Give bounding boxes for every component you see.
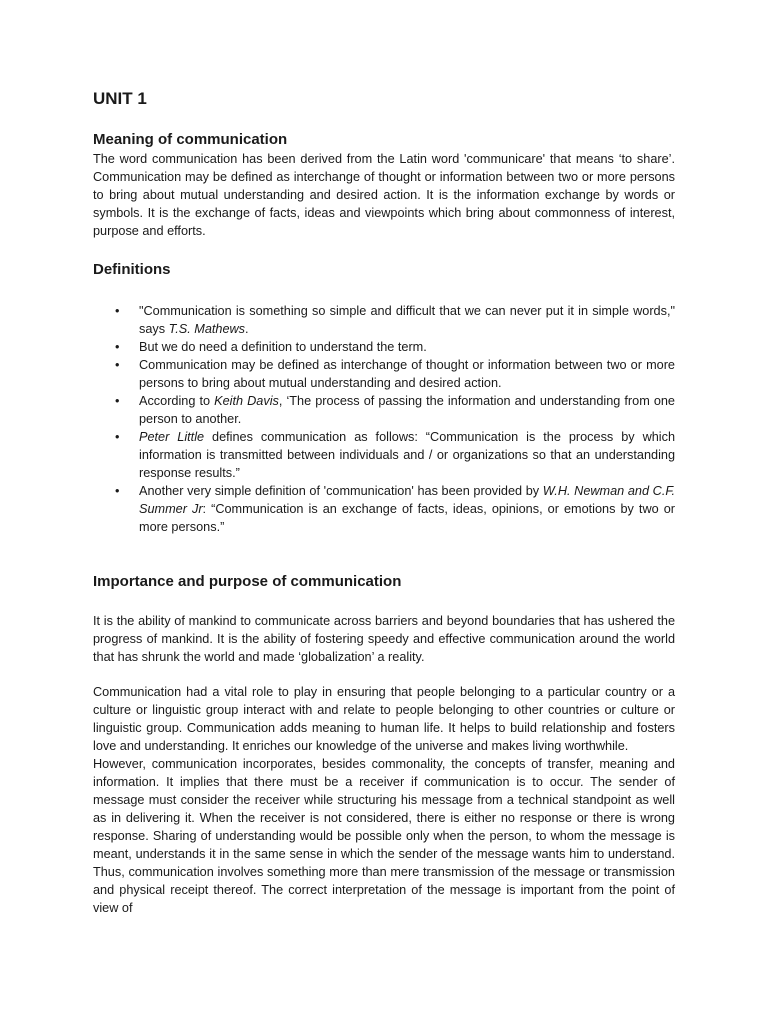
bullet-icon: • — [115, 304, 120, 318]
importance-paragraph-2: Communication had a vital role to play in ensuring that people belonging to a particular country or a culture or linguistic group interact with and relate to people belonging to other countries or culture or linguistic group. Communication adds meaning to human life. It helps to build relationship and fosters love and understanding. It enriches our knowledge of the universe and makes living worthwhile. — [93, 685, 675, 753]
bullet-icon: • — [115, 394, 120, 408]
list-item — [115, 482, 675, 536]
definition-text-end: defines communication as follows: “Communication is the process by which information is transmitted between individuals and / or organizations so that an understanding response results.” — [139, 430, 676, 480]
list-item — [115, 302, 675, 338]
definition-author: T.S. Mathews — [168, 322, 246, 336]
definition-text: Communication may be defined as interchange of thought or information between two or more persons to bring about mutual understanding and desired action. — [139, 358, 675, 390]
definition-text-end: , ‘The process of passing the information and understanding from one person to another. — [139, 394, 675, 426]
unit-title: UNIT 1 — [93, 89, 147, 108]
importance-paragraph-1: It is the ability of mankind to communicate across barriers and beyond boundaries that has ushered the progress of mankind. It is the ability of fostering speedy and effective communication around the world that has shrunk the world and made ‘globalization’ a reality. — [93, 614, 675, 664]
definition-author: W.H. Newman and C.F. Summer Jr — [139, 484, 675, 516]
definition-text-end: : “Communication is an exchange of facts, ideas, opinions, or emotions by two or more persons.” — [139, 502, 675, 534]
definition-text: "Communication is something so simple and difficult that we can never put it in simple words," says — [139, 304, 675, 336]
bullet-icon: • — [115, 340, 120, 354]
list-item — [115, 392, 675, 428]
definition-text: According to — [139, 394, 215, 408]
section-heading-importance: Importance and purpose of communication — [93, 573, 402, 590]
definitions-list — [93, 302, 675, 536]
definition-text-end: . — [245, 322, 249, 336]
list-item — [115, 338, 675, 356]
bullet-icon: • — [115, 430, 120, 444]
section-heading-definitions: Definitions — [93, 261, 171, 278]
importance-paragraph-3: However, communication incorporates, besides commonality, the concepts of transfer, meaning and information. It implies that there must be a receiver if communication is to occur. The sender of message must consider the receiver while structuring his message from a technical standpoint as well as in delivering it. When the receiver is not considered, there is either no response or there is wrong response. Sharing of understanding would be possible only when the person, to whom the message is meant, understands it in the same sense in which the sender of the message wants him to understand. Thus, communication involves something more than mere transmission of the message or transmission and physical receipt thereof. The correct interpretation of the message is important from the point of view of — [93, 757, 675, 915]
definition-text: Another very simple definition of 'communication' has been provided by — [139, 484, 543, 498]
list-item — [115, 356, 675, 392]
section-heading-meaning: Meaning of communication — [93, 131, 288, 148]
bullet-icon: • — [115, 484, 120, 498]
list-item — [115, 428, 676, 482]
definition-author: Peter Little — [139, 430, 205, 444]
definition-text: But we do need a definition to understand the term. — [139, 340, 427, 354]
meaning-paragraph: The word communication has been derived from the Latin word 'communicare' that means ‘to share’. Communication may be defined as interchange of thought or information between two or more persons to bring about mutual understanding and desired action. It is the information exchange by words or symbols. It is the exchange of facts, ideas and viewpoints which bring about commonness of interest, purpose and efforts. — [93, 152, 675, 238]
definition-author: Keith Davis — [214, 394, 279, 408]
bullet-icon: • — [115, 358, 120, 372]
